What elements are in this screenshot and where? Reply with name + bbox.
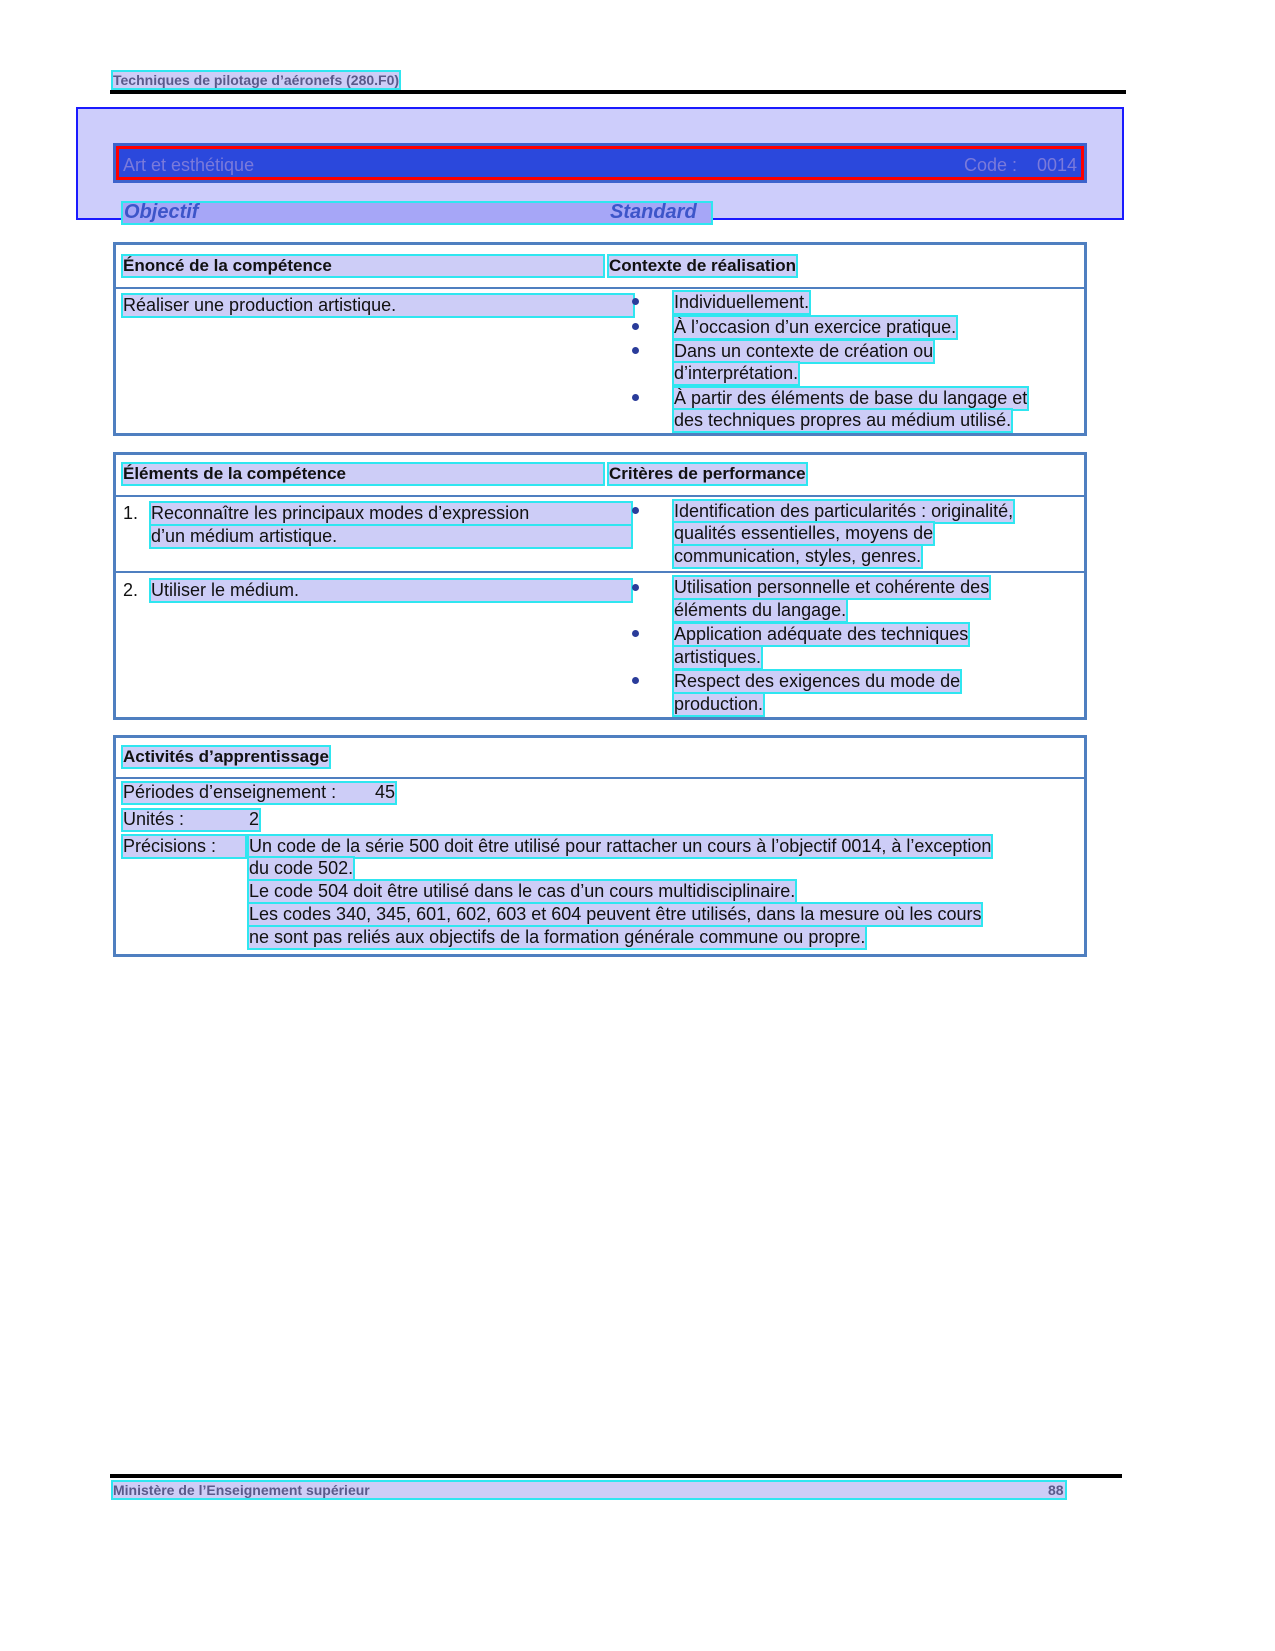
bullet-icon <box>632 584 639 591</box>
bullet-icon <box>632 347 639 354</box>
precision-line: ne sont pas reliés aux objectifs de la formation générale commune ou propre. <box>249 927 866 947</box>
course-code: 0014 <box>1036 155 1077 175</box>
enonce-text: Réaliser une production artistique. <box>123 295 633 316</box>
critere-item: Respect des exigences du mode de <box>674 671 961 691</box>
critere-item: éléments du langage. <box>674 600 847 620</box>
header-rule <box>110 90 1126 94</box>
critere-item: artistiques. <box>674 647 762 667</box>
contexte-item: À partir des éléments de base du langage et <box>674 388 1028 408</box>
page-number: 88 <box>1048 1482 1064 1498</box>
element-number: 2. <box>123 580 139 600</box>
contexte-item: des techniques propres au médium utilisé. <box>674 410 1012 430</box>
divider <box>116 495 1084 497</box>
contexte-item: Individuellement. <box>674 292 810 312</box>
course-title: Art et esthétique <box>123 155 255 175</box>
element-text: d’un médium artistique. <box>151 526 631 547</box>
precision-line: du code 502. <box>249 858 354 878</box>
objectif-label: Objectif <box>124 201 199 223</box>
precisions-label: Précisions : <box>123 836 245 857</box>
critere-item: Identification des particularités : originalité, <box>674 501 1014 521</box>
divider <box>116 287 1084 289</box>
unites-value: 2 <box>249 809 260 829</box>
bullet-icon <box>632 677 639 684</box>
contexte-item: À l’occasion d’un exercice pratique. <box>674 317 957 337</box>
bullet-icon <box>632 394 639 401</box>
divider <box>116 777 1084 779</box>
program-header: Techniques de pilotage d’aéronefs (280.F0) <box>113 72 400 88</box>
contexte-item: d’interprétation. <box>674 363 799 383</box>
ministry-name: Ministère de l’Enseignement supérieur <box>113 1482 370 1498</box>
footer-rule <box>110 1474 1122 1478</box>
element-text: Reconnaître les principaux modes d’expression <box>151 503 631 524</box>
bullet-icon <box>632 507 639 514</box>
contexte-item: Dans un contexte de création ou <box>674 341 934 361</box>
bullet-icon <box>632 630 639 637</box>
periodes-value: 45 <box>375 782 396 802</box>
critere-item: Utilisation personnelle et cohérente des <box>674 577 990 597</box>
elements-header: Éléments de la compétence <box>123 464 603 484</box>
standard-label: Standard <box>610 201 697 223</box>
course-title-bar <box>113 143 1087 183</box>
element-number: 1. <box>123 503 139 523</box>
critere-item: Application adéquate des techniques <box>674 624 969 644</box>
enonce-header: Énoncé de la compétence <box>123 256 603 276</box>
precision-line: Les codes 340, 345, 601, 602, 603 et 604 peuvent être utilisés, dans la mesure où les cours <box>249 904 982 924</box>
precision-line: Un code de la série 500 doit être utilisé pour rattacher un cours à l’objectif 0014, à l’exception <box>249 836 992 856</box>
precision-line: Le code 504 doit être utilisé dans le cas d’un cours multidisciplinaire. <box>249 881 796 901</box>
activites-header: Activités d’apprentissage <box>123 747 329 766</box>
contexte-header: Contexte de réalisation <box>609 256 797 275</box>
element-text: Utiliser le médium. <box>151 580 631 601</box>
bullet-icon <box>632 323 639 330</box>
divider <box>116 571 1084 573</box>
code-label: Code : <box>963 155 1017 175</box>
criteres-header: Critères de performance <box>609 464 806 483</box>
critere-item: qualités essentielles, moyens de <box>674 523 934 543</box>
unites-label: Unités : <box>123 809 185 829</box>
critere-item: production. <box>674 694 764 714</box>
periodes-label: Périodes d’enseignement : <box>123 782 337 802</box>
bullet-icon <box>632 298 639 305</box>
critere-item: communication, styles, genres. <box>674 546 922 566</box>
